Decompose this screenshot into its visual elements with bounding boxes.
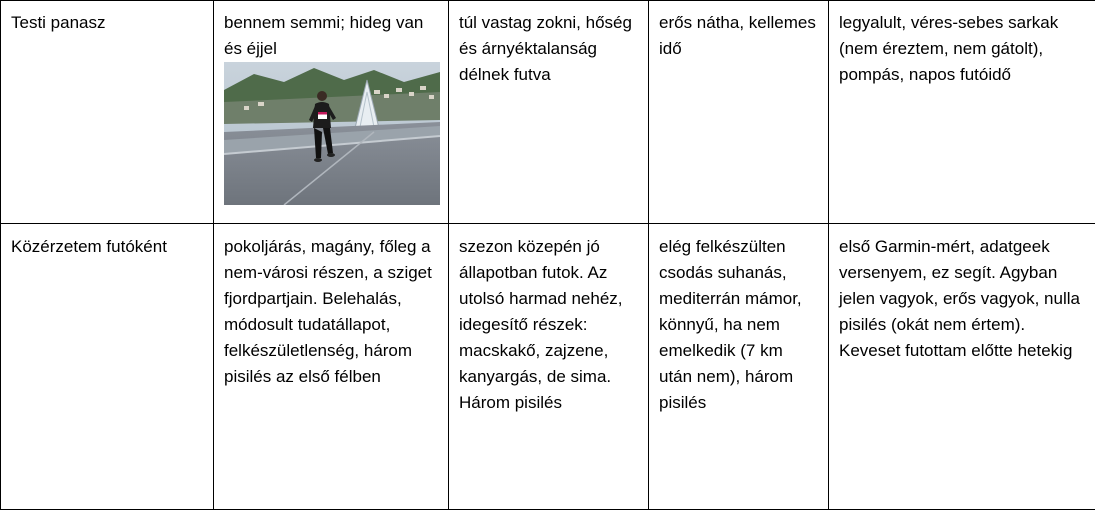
- cell-text: pokoljárás, magány, főleg a nem-városi részen, a sziget fjordpartjain. Belehalás, módosult tudatállapot, felkészületlenség, három pisilés az első félben: [224, 234, 438, 390]
- table-row: [1, 224, 1095, 510]
- runner-photo: [224, 62, 440, 205]
- cell-text: szezon közepén jó állapotban futok. Az utolsó harmad nehéz, idegesítő részek: macskakő, zajzene, kanyargás, de sima. Három pisilés: [459, 234, 638, 416]
- table-cell: [829, 1, 1095, 224]
- table-cell: [214, 224, 449, 510]
- cell-text: túl vastag zokni, hőség és árnyéktalanság délnek futva: [459, 10, 638, 88]
- table-cell: [214, 1, 449, 224]
- table-row: [1, 1, 1095, 224]
- runner-photo-icon: [224, 62, 440, 205]
- row-header-kozerzetem: Közérzetem futóként: [11, 234, 203, 260]
- row-header-testi-panasz: Testi panasz: [11, 10, 203, 36]
- table-cell: [829, 224, 1095, 510]
- table-cell: [1, 224, 214, 510]
- cell-text: első Garmin-mért, adatgeek versenyem, ez segít. Agyban jelen vagyok, erős vagyok, nulla pisilés (okát nem értem). Keveset futottam előtte hetekig: [839, 234, 1085, 364]
- table-cell: [449, 224, 649, 510]
- cell-text: bennem semmi; hideg van és éjjel: [224, 10, 438, 62]
- table-cell: [649, 1, 829, 224]
- cell-text: legyalult, véres-sebes sarkak (nem éreztem, nem gátolt), pompás, napos futóidő: [839, 10, 1085, 88]
- table-cell: [649, 224, 829, 510]
- table-cell: [449, 1, 649, 224]
- cell-text: elég felkészülten csodás suhanás, mediterrán mámor, könnyű, ha nem emelkedik (7 km után nem), három pisilés: [659, 234, 818, 416]
- table-cell: [1, 1, 214, 224]
- cell-text: erős nátha, kellemes idő: [659, 10, 818, 62]
